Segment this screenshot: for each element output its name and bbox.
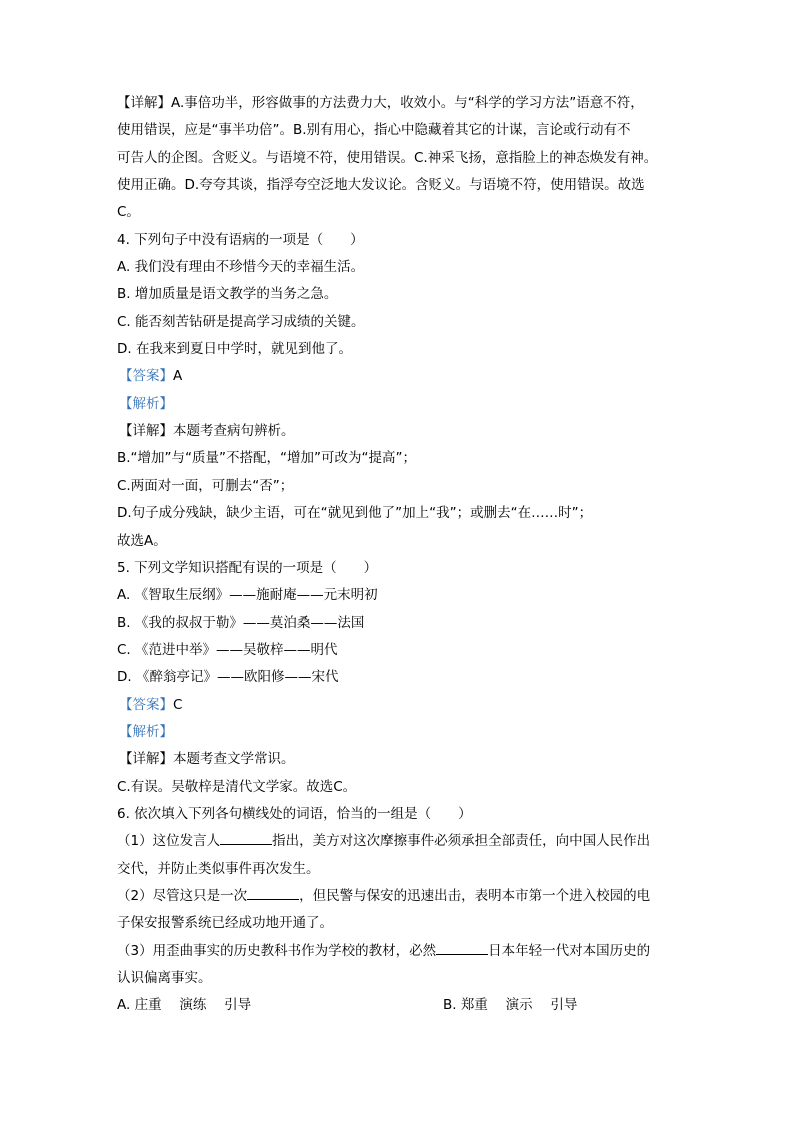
q6-options-row bbox=[117, 992, 687, 1019]
q6-sentence-2-cont: 子保安报警系统已经成功地开通了。 bbox=[117, 915, 333, 932]
q6-question: 6. 依次填入下列各句横线处的词语，恰当的一组是（ ） bbox=[117, 805, 472, 822]
q3-detail-line: C。 bbox=[117, 204, 140, 221]
fill-blank bbox=[247, 885, 299, 900]
q4-option-d: D. 在我来到夏日中学时，就见到他了。 bbox=[117, 341, 352, 358]
q4-question: 4. 下列句子中没有语病的一项是（ ） bbox=[117, 231, 364, 248]
q3-detail-line: 使用正确。D.夸夸其谈，指浮夸空泛地大发议论。含贬义。与语境不符，使用错误。故选 bbox=[117, 177, 645, 194]
q5-analysis-label: 【解析】 bbox=[119, 723, 173, 740]
q5-answer bbox=[117, 692, 687, 719]
q4-answer bbox=[117, 363, 687, 390]
q6-option-b: B. 郑重 演示 引导 bbox=[443, 997, 578, 1014]
answer-label: 【答案】 bbox=[119, 368, 173, 385]
q5-detail-line: C.有误。吴敬梓是清代文学家。故选C。 bbox=[117, 778, 357, 795]
q4-option-c: C. 能否刻苦钻研是提高学习成绩的关键。 bbox=[117, 313, 365, 330]
q6-sentence-3-cont: 认识偏离事实。 bbox=[117, 970, 212, 986]
q6-sentence-1-cont: 交代，并防止类似事件再次发生。 bbox=[117, 860, 320, 877]
q5-option-d: D. 《醉翁亭记》——欧阳修——宋代 bbox=[117, 669, 339, 686]
q4-analysis-label: 【解析】 bbox=[119, 395, 173, 412]
text: 指出，美方对这次摩擦事件必须承担全部责任，向中国人民作出 bbox=[272, 833, 651, 850]
q3-detail-line: 可告人的企图。含贬义。与语境不符，使用错误。C.神采飞扬，意指脸上的神态焕发有神。 bbox=[117, 149, 658, 166]
text: （1）这位发言人 bbox=[117, 833, 221, 850]
q4-option-a: A. 我们没有理由不珍惜今天的幸福生活。 bbox=[117, 259, 365, 276]
q4-detail-line: D.句子成分残缺，缺少主语，可在“就见到他了”加上“我”；或删去“在……时”； bbox=[117, 505, 593, 522]
q6-sentence-3 bbox=[117, 938, 687, 965]
q6-sentence-2 bbox=[117, 883, 687, 910]
answer-value: C bbox=[173, 696, 183, 713]
answer-label: 【答案】 bbox=[119, 696, 173, 713]
fill-blank bbox=[220, 830, 272, 845]
text: （3）用歪曲事实的历史教科书作为学校的教材，必然 bbox=[117, 942, 437, 959]
document-page bbox=[117, 90, 687, 1020]
text: ，但民警与保安的迅速出击，表明本市第一个进入校园的电 bbox=[299, 887, 651, 904]
q4-detail-line: C.两面对一面，可删去“否”； bbox=[117, 477, 294, 494]
q4-detail-line: B.“增加”与“质量”不搭配，“增加”可改为“提高”； bbox=[117, 450, 417, 467]
q3-detail-line: 【详解】A.事倍功半，形容做事的方法费力大，收效小。与“科学的学习方法”语意不符， bbox=[117, 95, 644, 111]
q5-detail-line: 【详解】本题考查文学常识。 bbox=[119, 751, 295, 768]
q6-option-a: A. 庄重 演练 引导 bbox=[117, 997, 252, 1014]
q3-detail-line: 使用错误，应是“事半功倍”。B.别有用心，指心中隐藏着其它的计谋，言论或行动有不 bbox=[117, 122, 631, 139]
text: （2）尽管这只是一次 bbox=[117, 887, 248, 904]
q4-detail-line: 故选A。 bbox=[117, 532, 167, 549]
q6-sentence-1 bbox=[117, 828, 687, 855]
q5-option-a: A. 《智取生辰纲》——施耐庵——元末明初 bbox=[117, 587, 378, 604]
q5-option-b: B. 《我的叔叔于勒》——莫泊桑——法国 bbox=[117, 614, 365, 631]
answer-value: A bbox=[173, 368, 183, 385]
q5-option-c: C. 《范进中举》——吴敬梓——明代 bbox=[117, 641, 338, 658]
fill-blank bbox=[436, 940, 488, 955]
q4-detail-line: 【详解】本题考查病句辨析。 bbox=[119, 423, 295, 440]
q4-option-b: B. 增加质量是语文教学的当务之急。 bbox=[117, 286, 338, 303]
text: 日本年轻一代对本国历史的 bbox=[488, 942, 651, 959]
q5-question: 5. 下列文学知识搭配有误的一项是（ ） bbox=[117, 559, 378, 576]
